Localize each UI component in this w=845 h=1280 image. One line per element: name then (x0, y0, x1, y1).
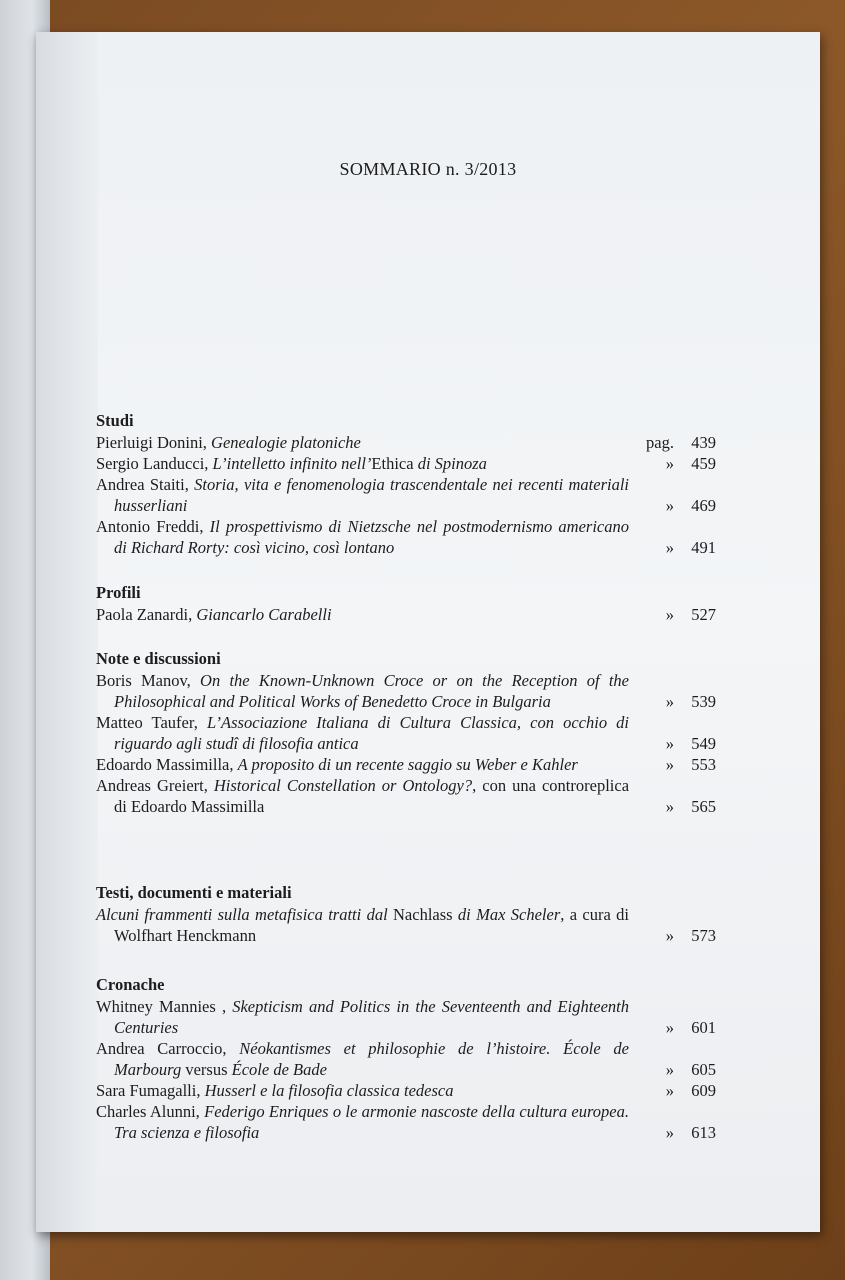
entry-author: Andrea Carroccio (96, 1039, 223, 1058)
entry-author: Boris Manov (96, 671, 187, 690)
entry-page-marker: » (665, 734, 674, 753)
entry-title-cont: École de Bade (227, 1060, 327, 1079)
entry-title: Giancarlo Carabelli (196, 605, 332, 624)
entry-title-roman: Ethica (371, 454, 414, 473)
entry-page-number: 565 (691, 797, 716, 816)
entry-page-marker: » (665, 538, 674, 557)
entry-title: On the Known-Unknown Croce or on the Reception of the Philosophical and Political Works of Benedetto Croce in Bulgaria (114, 671, 630, 711)
entry-title: Genealogie platoniche (211, 433, 361, 452)
entry-title: Skepticism and Politics in the Seventeenth and Eighteenth Centuries (114, 997, 630, 1037)
entry-page-number: 491 (691, 538, 716, 557)
document-page (36, 32, 820, 1232)
toc-entry (96, 904, 716, 946)
entry-page-marker: » (665, 692, 674, 711)
toc-entry (96, 604, 716, 625)
entry-page-marker: » (665, 1081, 674, 1100)
entry-title: Federigo Enriques o le armonie nascoste della cultura europea. Tra scienza e filosofia (114, 1102, 629, 1142)
entry-page-number: 469 (691, 496, 716, 515)
section-heading: Testi, documenti e materiali (96, 883, 292, 902)
entry-editor: , a cura di Wolfhart Henckmann (114, 905, 629, 945)
entry-page-marker: » (665, 454, 674, 473)
entry-title: L’Associazione Italiana di Cultura Classica, con occhio di riguardo agli studî di filosofia antica (114, 713, 630, 753)
entry-sep: , (199, 517, 210, 536)
entry-page-marker: » (665, 755, 674, 774)
entry-title: A proposito di un recente saggio su Weber e Kahler (237, 755, 578, 774)
section-profili (96, 582, 716, 625)
toc-entry (96, 754, 716, 775)
entry-page-marker: » (665, 1018, 674, 1037)
entry-title: Husserl e la filosofia classica tedesca (204, 1081, 454, 1100)
section-note-e-discussioni (96, 648, 716, 817)
entry-sep: , (222, 1039, 240, 1058)
section-studi (96, 410, 716, 558)
section-heading: Studi (96, 411, 134, 430)
entry-title: Néokantismes et philosophie de l’histoire. École de Marbourg (114, 1039, 629, 1079)
entry-title: Storia, vita e fenomenologia trascendentale nei recenti materiali husserliani (114, 475, 629, 515)
section-heading: Cronache (96, 975, 165, 994)
entry-title-roman: versus (185, 1060, 228, 1079)
entry-sep: , (196, 1081, 205, 1100)
entry-page-number: 439 (691, 433, 716, 452)
page-title: SOMMARIO n. 3/2013 (339, 159, 517, 179)
entry-page-marker: » (665, 496, 674, 515)
entry-author: Sergio Landucci (96, 454, 205, 473)
entry-page-marker: » (665, 1060, 674, 1079)
entry-page-marker: » (665, 926, 674, 945)
entry-title-cont: di Spinoza (413, 454, 487, 473)
entry-page-number: 613 (691, 1123, 716, 1142)
entry-page-marker: » (665, 797, 674, 816)
entry-sep: , (221, 997, 233, 1016)
entry-page-marker: » (665, 1123, 674, 1142)
toc-entry (96, 1038, 716, 1080)
entry-page-number: 459 (691, 454, 716, 473)
entry-sep: , (186, 671, 201, 690)
entry-page-number: 553 (691, 755, 716, 774)
toc-entry (96, 996, 716, 1038)
entry-author: Edoardo Massimilla (96, 755, 230, 774)
entry-sep: , (202, 433, 212, 452)
entry-title-cont: di Max Scheler (452, 905, 561, 924)
entry-title: Il prospettivismo di Nietzsche nel postmodernismo americano di Richard Rorty: così vicino, così lontano (114, 517, 629, 557)
section-cronache (96, 974, 716, 1143)
page-spine-shadow (36, 32, 98, 1232)
entry-title: Historical Constellation or Ontology? (213, 776, 473, 795)
entry-sep: , (229, 755, 238, 774)
entry-sep: , (204, 454, 213, 473)
section-heading: Profili (96, 583, 141, 602)
section-heading: Note e discussioni (96, 649, 221, 668)
toc-entry (96, 670, 716, 712)
entry-sep: , (188, 605, 197, 624)
entry-page-number: 605 (691, 1060, 716, 1079)
entry-author: Antonio Freddi (96, 517, 200, 536)
toc-entry (96, 453, 716, 474)
entry-page-marker: » (665, 605, 674, 624)
entry-page-number: 539 (691, 692, 716, 711)
entry-author: Whitney Mannies (96, 997, 222, 1016)
entry-sep: , (184, 475, 195, 494)
entry-author: Pierluigi Donini (96, 433, 203, 452)
entry-title: L’intelletto infinito nell’ (212, 454, 372, 473)
toc-entry (96, 1080, 716, 1101)
entry-author: Paola Zanardi (96, 605, 189, 624)
entry-page-number: 573 (691, 926, 716, 945)
entry-title: Alcuni frammenti sulla metafisica tratti dal (96, 905, 393, 924)
entry-title-roman: Nachlass (393, 905, 453, 924)
toc-entry (96, 1101, 716, 1143)
entry-author: Andreas Greiert (96, 776, 204, 795)
toc-entry (96, 474, 716, 516)
entry-title-roman: , con una controreplica di Edoardo Massimilla (114, 776, 630, 816)
entry-page-number: 527 (691, 605, 716, 624)
entry-author: Charles Alunni (96, 1102, 196, 1121)
toc-entry (96, 712, 716, 754)
entry-page-number: 601 (691, 1018, 716, 1037)
entry-author: Andrea Staiti (96, 475, 185, 494)
toc-entry (96, 516, 716, 558)
entry-page-number: 549 (691, 734, 716, 753)
section-testi-documenti (96, 882, 716, 946)
entry-sep: , (193, 713, 207, 732)
entry-author: Sara Fumagalli (96, 1081, 197, 1100)
entry-page-marker: pag. (646, 433, 674, 452)
toc-entry (96, 432, 716, 453)
entry-sep: , (203, 776, 214, 795)
entry-author: Matteo Taufer (96, 713, 194, 732)
toc-entry (96, 775, 716, 817)
entry-page-number: 609 (691, 1081, 716, 1100)
entry-sep: , (195, 1102, 205, 1121)
